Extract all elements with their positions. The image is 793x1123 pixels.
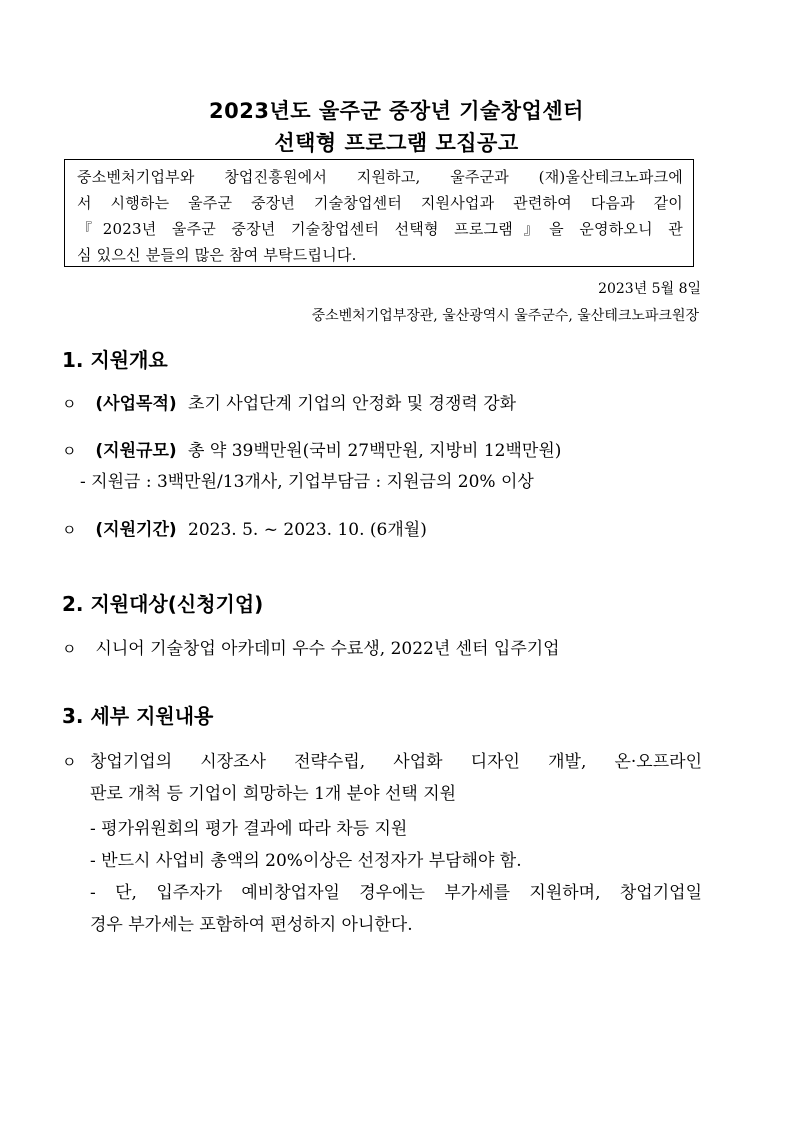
intro-line-1: 중소벤처기업부와 창업진흥원에서 지원하고, 울주군과 (재)울산테크노파크에 [77, 168, 683, 186]
scale-text: 총 약 39백만원(국비 27백만원, 지방비 12백만원) [188, 441, 562, 461]
intro-line-4: 심 있으신 분들의 많은 참여 부탁드립니다. [77, 246, 357, 264]
bullet-circle-icon: ㅇ [62, 442, 77, 460]
section-2-title: 2. 지원대상(신청기업) [62, 592, 264, 616]
intro-line-3: 『2023년 울주군 중장년 기술창업센터 선택형 프로그램』을 운영하오니 관 [77, 220, 683, 238]
detail-line-2: 판로 개척 등 기업이 희망하는 1개 분야 선택 지원 [90, 784, 457, 804]
period-label: (지원기간) [95, 520, 177, 540]
purpose-text: 초기 사업단계 기업의 안정화 및 경쟁력 강화 [188, 394, 517, 414]
detail-sub-2: - 반드시 사업비 총액의 20%이상은 선정자가 부담해야 함. [90, 851, 522, 871]
bullet-circle-icon: ㅇ [62, 640, 77, 658]
detail-line-1 [62, 747, 702, 772]
period-text: 2023. 5. ~ 2023. 10. (6개월) [188, 520, 427, 540]
overview-scale [62, 436, 561, 461]
target-text: 시니어 기술창업 아카데미 우수 수료생, 2022년 센터 입주기업 [95, 639, 560, 659]
intro-box [64, 159, 694, 267]
scale-label: (지원규모) [95, 441, 177, 461]
target-item [62, 634, 560, 659]
detail-sub-1: - 평가위원회의 평가 결과에 따라 차등 지원 [90, 819, 408, 839]
bullet-circle-icon: ㅇ [62, 753, 77, 771]
intro-line-2: 서 시행하는 울주군 중장년 기술창업센터 지원사업과 관련하여 다음과 같이 [77, 194, 683, 212]
bullet-circle-icon: ㅇ [62, 395, 77, 413]
notice-title-line1: 2023년도 울주군 중장년 기술창업센터 [209, 99, 584, 123]
detail-sub-4: 경우 부가세는 포함하여 편성하지 아니한다. [90, 915, 413, 935]
detail-sub-3: - 단, 입주자가 예비창업자일 경우에는 부가세를 지원하며, 창업기업일 [90, 883, 702, 903]
overview-period [62, 515, 427, 540]
notice-title-line2: 선택형 프로그램 모집공고 [274, 131, 519, 155]
section-1-title: 1. 지원개요 [62, 348, 168, 372]
section-3-title: 3. 세부 지원내용 [62, 704, 214, 728]
overview-purpose [62, 389, 516, 414]
notice-date: 2023년 5월 8일 [598, 281, 701, 297]
detail-line-1-text: 창업기업의 시장조사 전략수립, 사업화 디자인 개발, 온·오프라인 [90, 752, 702, 772]
purpose-label: (사업목적) [95, 394, 177, 414]
notice-issuer: 중소벤처기업부장관, 울산광역시 울주군수, 울산테크노파크원장 [311, 308, 699, 324]
bullet-circle-icon: ㅇ [62, 521, 77, 539]
scale-subitem: - 지원금 : 3백만원/13개사, 기업부담금 : 지원금의 20% 이상 [80, 472, 534, 492]
